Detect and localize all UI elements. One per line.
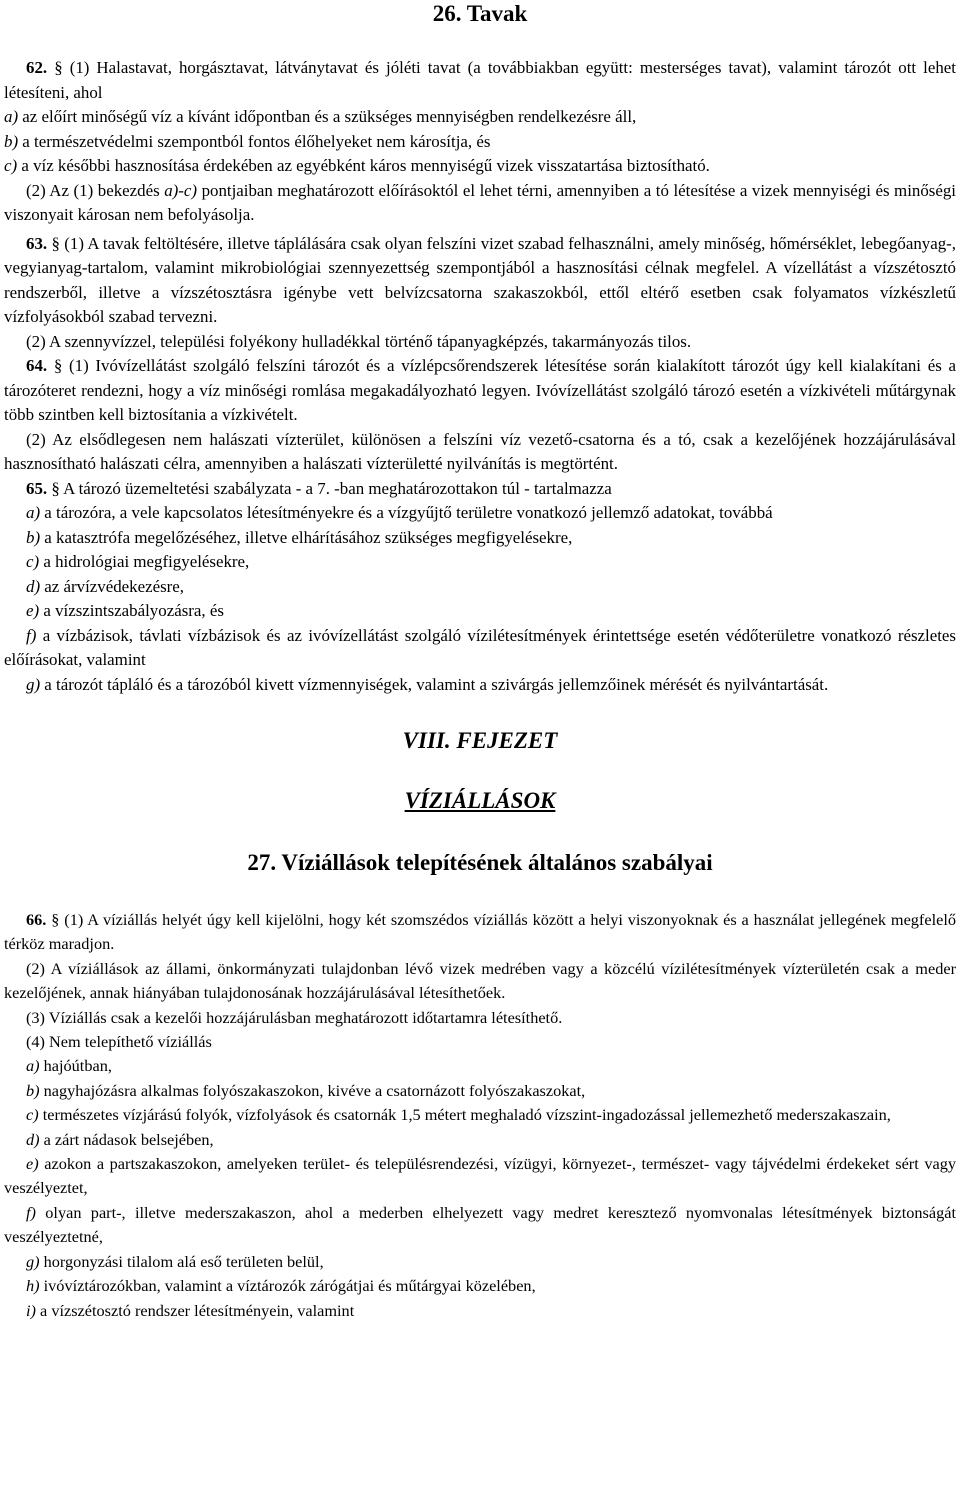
- list-item: f) a vízbázisok, távlati vízbázisok és az ivóvízellátást szolgáló vízilétesítmények érintettsége esetén védőterületre vonatkozó részletes előírásokat, valamint: [4, 625, 956, 669]
- list-item: g) a tározót tápláló és a tározóból kivett vízmennyiségek, valamint a szivárgás jellemzőinek mérését és nyilvántartását.: [26, 674, 829, 694]
- paragraph-66-2: (2) A víziállások az állami, önkormányzati tulajdonban lévő vizek medrében vagy a közcélú vízilétesítmények vízterületén csak a meder kezelőjének, annak hiányában tulajdonosának hozzájárulásával létesíthetőek.: [4, 958, 956, 1003]
- list-item: b) nagyhajózásra alkalmas folyószakaszokon, kivéve a csatornázott folyószakaszokat,: [26, 1080, 586, 1100]
- section-sign-icon: §: [51, 478, 60, 498]
- list-item: c) a hidrológiai megfigyelésekre,: [26, 552, 250, 571]
- paragraph-63-1: 63. § (1) A tavak feltöltésére, illetve táplálására csak olyan felszíni vizet szabad felhasználni, amely minőség, hőmérséklet, lebegőanyag-, vegyianyag-tartalom, valamint mikrobiológiai szennyezettség szempontjából a hasznosítási célnak megfelel. A vízellátást a vízszétosztó rendszerből, illetve a vízszétosztásra igénybe vett belvízcsatorna szakaszokból, ettől eltérő esetben csak folyamatos vízkészletű vízfolyásokból szabad tervezni.: [4, 233, 956, 326]
- paragraph-66-4: (4) Nem telepíthető víziállás: [26, 1032, 212, 1052]
- list-item: b) a természetvédelmi szempontból fontos élőhelyeket nem károsítja, és: [4, 131, 491, 151]
- chapter-title: VÍZIÁLLÁSOK: [404, 788, 556, 813]
- list-item: f) olyan part-, illetve mederszakaszon, ahol a mederben elhelyezett vagy medret keresztező nyomvonalas létesítmények biztonságát veszélyeztetné,: [4, 1202, 956, 1247]
- section-title: 27. Víziállások telepítésének általános szabályai: [247, 850, 713, 875]
- list-item: i) a vízszétosztó rendszer létesítményein, valamint: [26, 1300, 355, 1320]
- list-66: [4, 1054, 956, 1322]
- list-item: a) a tározóra, a vele kapcsolatos létesítményekre és a vízgyűjtő területre vonatkozó jellemző adatokat, továbbá: [26, 503, 773, 522]
- paragraph-63-2: (2) A szennyvízzel, települési folyékony hulladékkal történő tápanyagképzés, takarmányozás tilos.: [26, 331, 692, 351]
- list-item: e) azokon a partszakaszokon, amelyeken terület- és településrendezési, vízügyi, környezet-, természet- vagy tájvédelmi érdekeket sért vagy veszélyeztet,: [4, 1154, 956, 1198]
- section-number: 63.: [26, 233, 48, 253]
- list-item: b) a katasztrófa megelőzéséhez, illetve elhárításához szükséges megfigyelésekre,: [26, 527, 573, 547]
- section-title: 26. Tavak: [432, 1, 528, 26]
- list-65: [4, 501, 956, 697]
- section-sign-icon: §: [51, 233, 60, 253]
- list-item: d) az árvízvédekezésre,: [26, 576, 185, 596]
- paragraph-64-1: 64. § (1) Ivóvízellátást szolgáló felszíni tározót és a vízlépcsőrendszerek létesítése során kialakított tározót úgy kell kialakítani és a tározóteret rendezni, hogy a víz minőségi romlása megakadályozható legyen. Ivóvízellátást szolgáló tározó esetén a vízkivételi műtárgynak több szintben kell biztosítania a vízkivételt.: [4, 356, 956, 424]
- paragraph-65: 65. § A tározó üzemeltetési szabályzata - a 7. -ban meghatározottakon túl - tartalmazza: [26, 478, 612, 498]
- section-sign-icon: §: [53, 356, 63, 375]
- list-item: e) a vízszintszabályozásra, és: [26, 601, 224, 620]
- section-sign-icon: §: [54, 58, 63, 77]
- list-item: d) a zárt nádasok belsejében,: [26, 1129, 214, 1149]
- chapter-number: VIII. FEJEZET: [402, 728, 558, 753]
- list-item: c) a víz későbbi hasznosítása érdekében az egyébként káros mennyiségű vizek visszatartása biztosítható.: [4, 156, 710, 175]
- paragraph-62-1: 62. § (1) Halastavat, horgásztavat, látványtavat és jóléti tavat (a továbbiakban együtt: mesterséges tavat), valamint tározót ott lehet létesíteni, ahol: [4, 58, 956, 102]
- list-item: h) ivóvíztározókban, valamint a víztározók zárógátjai és műtárgyai közelében,: [26, 1276, 536, 1296]
- paragraph-62-2: (2) Az (1) bekezdés a)-c) pontjaiban meghatározott előírásoktól el lehet térni, amennyiben a tó létesítése a vizek mennyiségi és minőségi viszonyait károsan nem befolyásolja.: [4, 180, 956, 224]
- list-item: a) hajóútban,: [26, 1056, 112, 1076]
- document-page: [4, 0, 956, 1323]
- section-number: 65.: [26, 478, 48, 498]
- paragraph-64-2: (2) Az elsődlegesen nem halászati vízterület, különösen a felszíni víz vezető-csatorna és a tó, csak a kezelőjének hozzájárulásával hasznosítható halászati célra, amennyiben a halászati vízterületté nyilvánítás is megtörtént.: [4, 429, 956, 473]
- list-item: g) horgonyzási tilalom alá eső területen belül,: [26, 1251, 324, 1271]
- list-item: a) az előírt minőségű víz a kívánt időpontban és a szükséges mennyiségben rendelkezésre áll,: [4, 107, 637, 126]
- paragraph-66-1: 66. § (1) A víziállás helyét úgy kell kijelölni, hogy két szomszédos víziállás között a helyi viszonyoknak és a használat jellegének megfelelő térköz maradjon.: [4, 910, 956, 954]
- section-number: 64.: [26, 356, 48, 375]
- section-number: 66.: [26, 910, 47, 929]
- section-sign-icon: §: [51, 910, 60, 929]
- section-number: 62.: [26, 58, 48, 77]
- list-item: c) természetes vízjárású folyók, vízfolyások és csatornák 1,5 métert meghaladó vízszint-ingadozással jellemezhető mederszakaszain,: [26, 1105, 891, 1125]
- paragraph-66-3: (3) Víziállás csak a kezelői hozzájárulásban meghatározott időtartamra létesíthető.: [26, 1007, 563, 1027]
